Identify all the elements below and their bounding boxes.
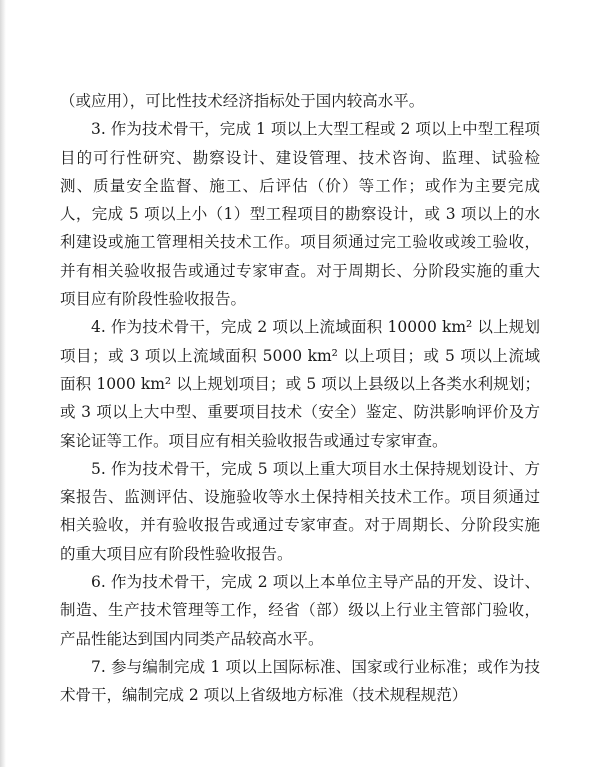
document-body (60, 87, 540, 710)
paragraph-item-5: 5. 作为技术骨干，完成 5 项以上重大项目水土保持规划设计、方案报告、监测评估、设施验收等水土保持相关技术工作。项目须通过相关验收，并有验收报告或通过专家审查。对于周期长、分阶段实施的重大项目应有阶段性验收报告。 (60, 459, 540, 563)
paragraph-item-3: 3. 作为技术骨干，完成 1 项以上大型工程或 2 项以上中型工程项目的可行性研究、勘察设计、建设管理、技术咨询、监理、试验检测、质量安全监督、施工、后评估（价）等工作；或作为主要完成人，完成 5 项以上小（1）型工程项目的勘察设计，或 3 项以上的水利建设或施工管理相关技术工作。项目须通过完工验收或竣工验收，并有相关验收报告或通过专家审查。对于周期长、分阶段实施的重大项目应有阶段性验收报告。 (60, 120, 540, 309)
paragraph-item-6: 6. 作为技术骨干，完成 2 项以上本单位主导产品的开发、设计、制造、生产技术管理等工作，经省（部）级以上行业主管部门验收，产品性能达到国内同类产品较高水平。 (60, 573, 540, 648)
paragraph-continuation: （或应用），可比性技术经济指标处于国内较高水平。 (60, 92, 425, 110)
paragraph-item-4: 4. 作为技术骨干，完成 2 项以上流域面积 10000 km² 以上规划项目；或 3 项以上流域面积 5000 km² 以上项目；或 5 项以上流域面积 1000 km² 以上规划项目；或 5 项以上县级以上各类水利规划；或 3 项以上大中型、重要项目技术（安全）鉴定、防洪影响评价及方案论证等工作。项目应有相关验收报告或通过专家审查。 (60, 318, 540, 450)
paragraph-item-7: 7. 参与编制完成 1 项以上国际标准、国家或行业标准；或作为技术骨干，编制完成 2 项以上省级地方标准（技术规程规范） (60, 657, 540, 705)
page-edge-shadow (0, 0, 6, 767)
